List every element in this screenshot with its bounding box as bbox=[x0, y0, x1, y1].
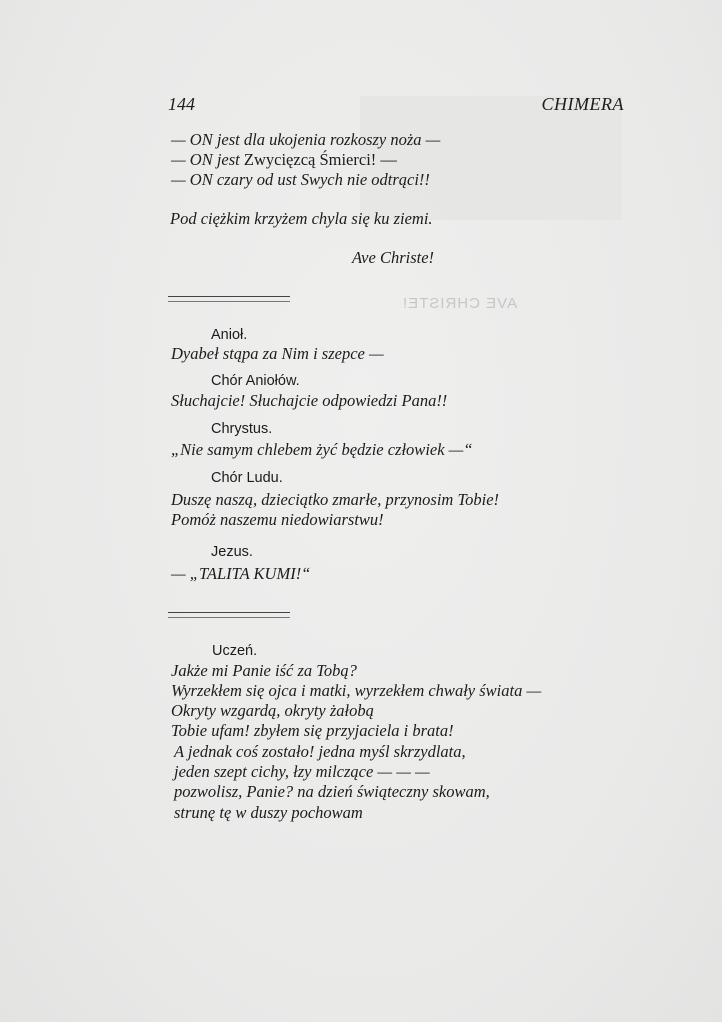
dialogue-line: „Nie samym chlebem żyć będzie człowiek —“ bbox=[171, 440, 473, 459]
verse-text-upright: Zwycięzcą Śmierci! — bbox=[243, 150, 397, 169]
running-title: CHIMERA bbox=[541, 94, 624, 114]
section-divider bbox=[168, 612, 290, 618]
verse-text: — ON czary od ust Swych nie odtrąci!! bbox=[171, 170, 430, 189]
running-header bbox=[168, 94, 624, 118]
dialogue-line: Dyabeł stąpa za Nim i szepce — bbox=[171, 344, 384, 363]
verse-line bbox=[171, 130, 440, 150]
speaker-label: Chór Ludu. bbox=[211, 470, 283, 486]
verse-line bbox=[171, 150, 397, 170]
refrain: Ave Christe! bbox=[352, 248, 435, 267]
page-number: 144 bbox=[168, 94, 195, 114]
speaker-label: Chór Aniołów. bbox=[211, 373, 300, 389]
verse-line: A jednak coś zostało! jedna myśl skrzydlata, bbox=[174, 742, 466, 761]
dialogue-line: Pomóż naszemu niedowiarstwu! bbox=[171, 510, 384, 529]
verse-line: Jakże mi Panie iść za Tobą? bbox=[171, 661, 357, 680]
section-divider bbox=[168, 296, 290, 302]
dialogue-line: Duszę naszą, dzieciątko zmarłe, przynosim Tobie! bbox=[171, 490, 500, 509]
verse-text: — ON jest dla ukojenia rozkoszy noża — bbox=[171, 130, 441, 149]
speaker-label: Jezus. bbox=[211, 544, 253, 560]
verse-line: Wyrzekłem się ojca i matki, wyrzekłem chwały świata — bbox=[171, 681, 542, 700]
verse-line: Tobie ufam! zbyłem się przyjaciela i brata! bbox=[171, 721, 454, 740]
dialogue-line: Słuchajcie! Słuchajcie odpowiedzi Pana!! bbox=[171, 391, 448, 410]
speaker-label: Anioł. bbox=[211, 327, 248, 343]
speaker-label: Chrystus. bbox=[211, 421, 273, 437]
verse-line: jeden szept cichy, łzy milczące — — — bbox=[174, 762, 430, 781]
speaker-label: Uczeń. bbox=[212, 643, 258, 659]
verse-line: strunę tę w duszy pochowam bbox=[174, 803, 363, 822]
verse-line: Okryty wzgardą, okryty żałobą bbox=[171, 701, 374, 720]
bleed-through-heading: AVE CHRISTE! bbox=[402, 295, 518, 312]
stanza-line: Pod ciężkim krzyżem chyla się ku ziemi. bbox=[170, 209, 433, 228]
verse-text: — ON jest bbox=[171, 150, 244, 169]
dialogue-line: — „TALITA KUMI!“ bbox=[171, 564, 311, 583]
verse-line bbox=[171, 170, 430, 190]
verse-line: pozwolisz, Panie? na dzień świąteczny skowam, bbox=[174, 782, 490, 801]
